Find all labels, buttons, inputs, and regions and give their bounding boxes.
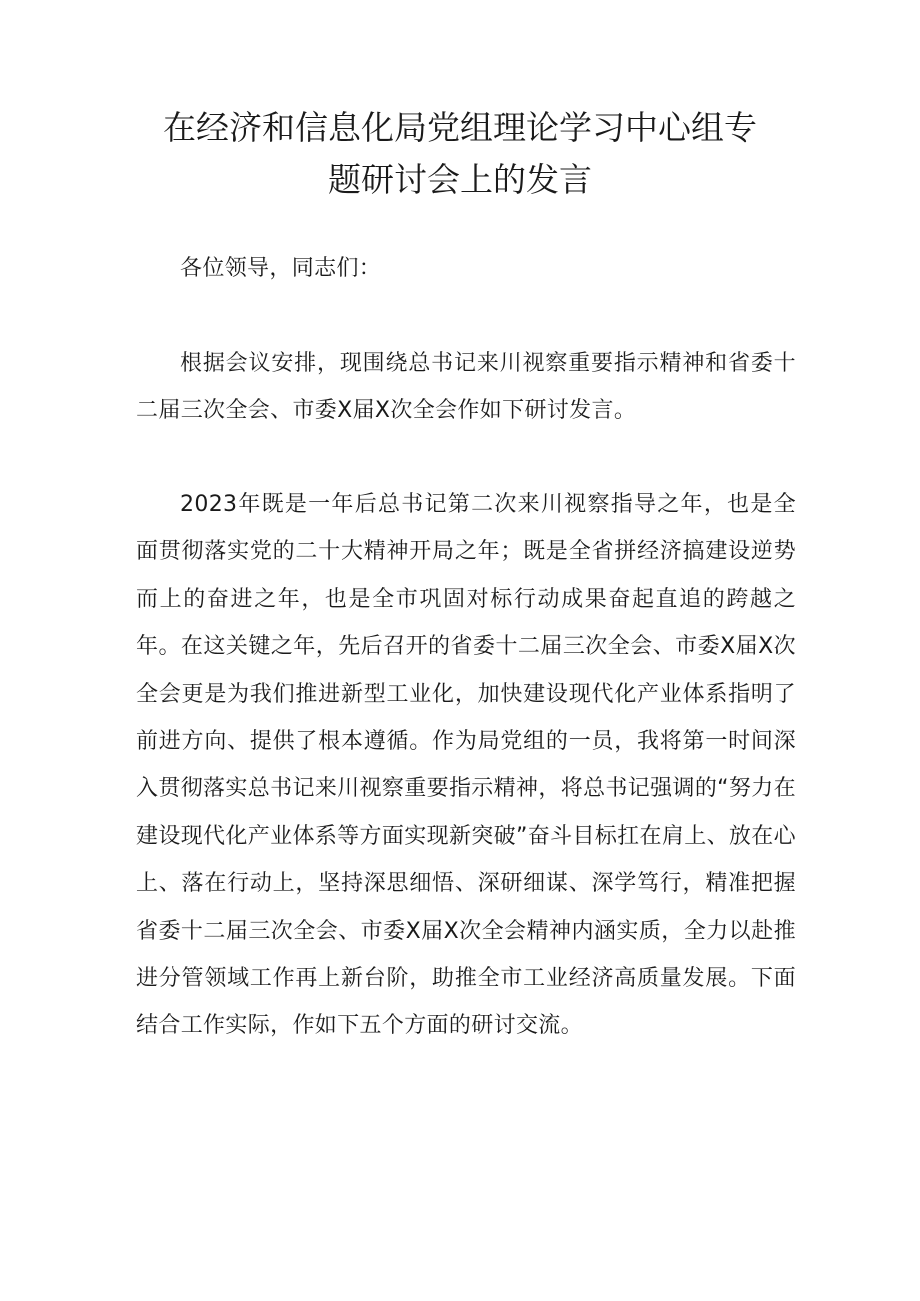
document-title-line-1: 在经济和信息化局党组理论学习中心组专 — [163, 108, 757, 147]
paragraph-intro: 根据会议安排，现围绕总书记来川视察重要指示精神和省委十二届三次全会、市委X届X次全会作如下研讨发言。 — [136, 351, 796, 424]
document-title-line-2: 题研讨会上的发言 — [328, 160, 592, 199]
paragraph-main: 2023年既是一年后总书记第二次来川视察指导之年，也是全面贯彻落实党的二十大精神开局之年；既是全省拼经济搞建设逆势而上的奋进之年，也是全市巩固对标行动成果奋起直追的跨越之年。在这关键之年，先后召开的省委十二届三次全会、市委X届X次全会更是为我们推进新型工业化，加快建设现代化产业体系指明了前进方向、提供了根本遵循。作为局党组的一员，我将第一时间深入贯彻落实总书记来川视察重要指示精神，将总书记强调的“努力在建设现代化产业体系等方面实现新突破”奋斗目标扛在肩上、放在心上、落在行动上，坚持深思细悟、深研细谋、深学笃行，精准把握省委十二届三次全会、市委X届X次全会精神内涵实质，全力以赴推进分管领域工作再上新台阶，助推全市工业经济高质量发展。下面结合工作实际，作如下五个方面的研讨交流。 — [136, 492, 796, 1039]
greeting: 各位领导，同志们： — [180, 256, 382, 281]
